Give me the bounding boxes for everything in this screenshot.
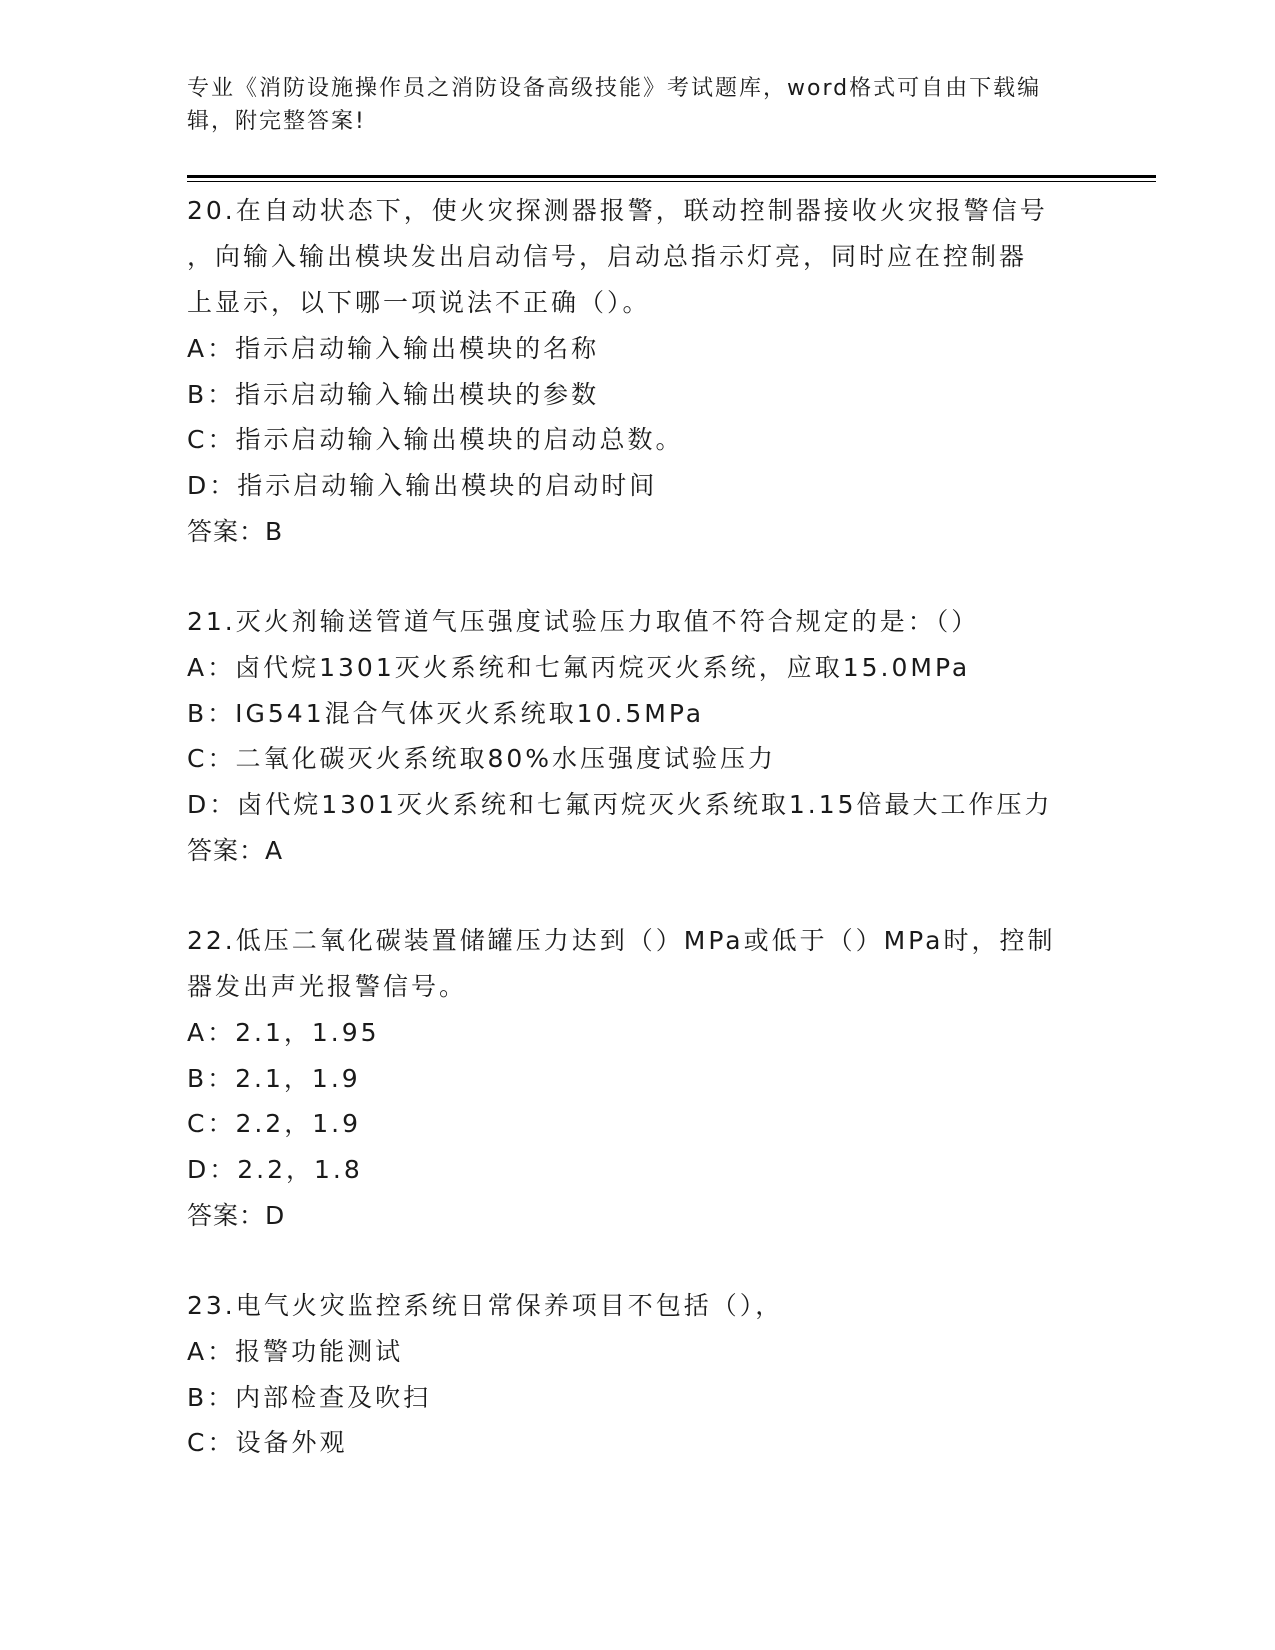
option-d: D：指示启动输入输出模块的启动时间 (187, 470, 658, 500)
question-22 (187, 918, 1087, 1239)
option-a: A：指示启动输入输出模块的名称 (187, 334, 600, 363)
question-stem-line: 22.低压二氧化碳装置储罐压力达到（）MPa或低于（）MPa时，控制 (187, 926, 1056, 955)
answer: 答案：D (187, 1201, 286, 1230)
question-stem-line: ，向输入输出模块发出启动信号，启动总指示灯亮，同时应在控制器 (187, 242, 1028, 271)
option-a: A：卤代烷1301灭火系统和七氟丙烷灭火系统，应取15.0MPa (187, 653, 971, 682)
option-b: B：IG541混合气体灭火系统取10.5MPa (187, 698, 705, 728)
option-b: B：内部检查及吹扫 (187, 1382, 432, 1412)
header-line-1: 专业《消防设施操作员之消防设备高级技能》考试题库，word格式可自由下载编 (187, 76, 1042, 101)
option-d: D：2.2，1.8 (187, 1154, 363, 1184)
question-21 (187, 599, 1087, 874)
answer: 答案：A (187, 836, 284, 865)
question-list (187, 188, 1087, 1510)
question-20 (187, 188, 1087, 555)
option-d: D：卤代烷1301灭火系统和七氟丙烷灭火系统取1.15倍最大工作压力 (187, 789, 1053, 819)
option-c: C：指示启动输入输出模块的启动总数。 (187, 425, 684, 454)
question-stem-line: 器发出声光报警信号。 (187, 972, 468, 1001)
option-c: C：二氧化碳灭火系统取80%水压强度试验压力 (187, 744, 777, 773)
option-c: C：2.2，1.9 (187, 1109, 361, 1138)
header-line-2: 辑，附完整答案! (187, 109, 366, 134)
header-divider-thick (187, 175, 1156, 178)
question-stem-line: 23.电气火灾监控系统日常保养项目不包括（）， (187, 1291, 784, 1320)
question-stem-line: 20.在自动状态下，使火灾探测器报警，联动控制器接收火灾报警信号 (187, 196, 1048, 225)
option-a: A：2.1，1.95 (187, 1018, 380, 1047)
document-header (187, 72, 1087, 138)
question-stem-line: 上显示，以下哪一项说法不正确（）。 (187, 288, 651, 317)
option-b: B：指示启动输入输出模块的参数 (187, 379, 600, 409)
header-divider-thin (187, 181, 1156, 182)
answer: 答案：B (187, 517, 284, 546)
option-c: C：设备外观 (187, 1428, 348, 1457)
option-a: A：报警功能测试 (187, 1337, 404, 1366)
option-b: B：2.1，1.9 (187, 1063, 361, 1093)
question-23 (187, 1283, 1087, 1466)
question-stem-line: 21.灭火剂输送管道气压强度试验压力取值不符合规定的是：（） (187, 607, 980, 636)
